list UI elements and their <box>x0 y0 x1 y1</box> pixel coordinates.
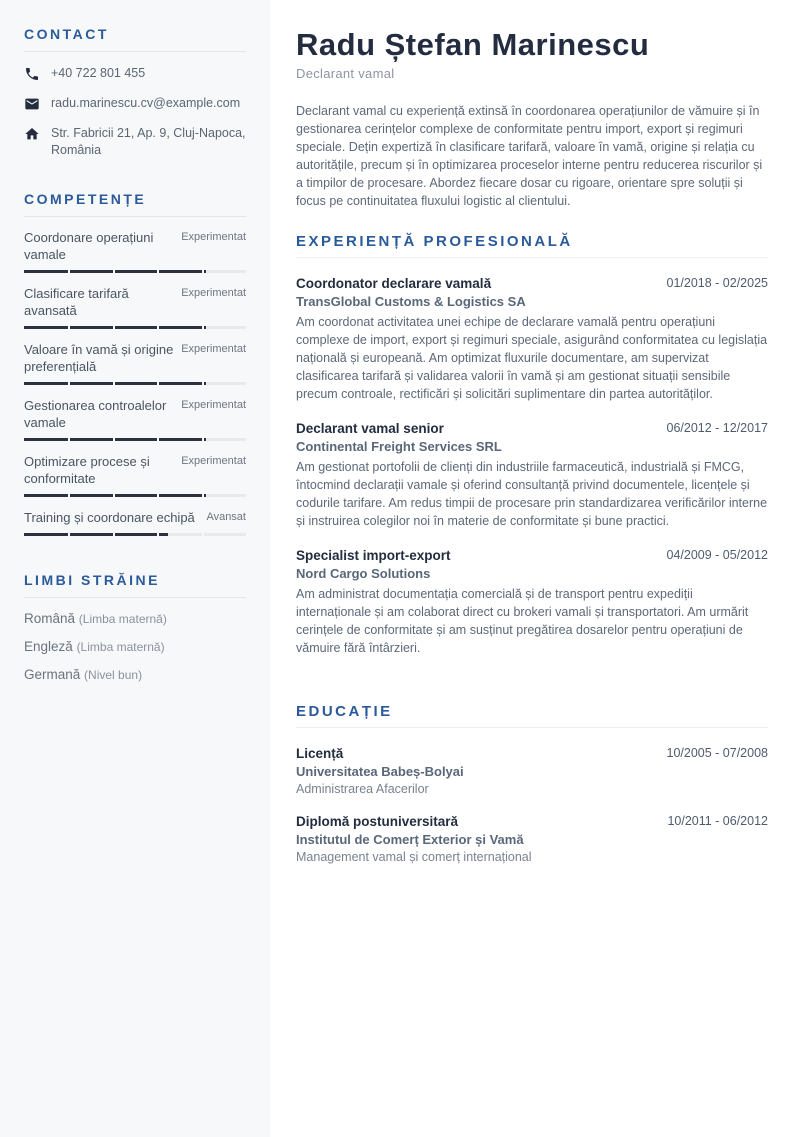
language-level: (Nivel bun) <box>84 668 143 682</box>
language-name: Română <box>24 611 76 626</box>
skill-progress-fill <box>24 438 206 441</box>
languages-list <box>24 611 246 682</box>
skill-level: Experimentat <box>181 231 246 243</box>
contact-item-email <box>24 95 246 112</box>
skill-label: Valoare în vamă și origine preferențială <box>24 342 174 374</box>
skill-level: Experimentat <box>181 455 246 467</box>
skill-progress-bar <box>24 382 246 385</box>
education-dates: 10/2005 - 07/2008 <box>666 746 768 760</box>
person-name: Radu Ștefan Marinescu <box>296 27 650 62</box>
bar-tick <box>202 382 204 385</box>
skills-section <box>24 191 246 536</box>
bar-tick <box>68 494 70 497</box>
education-field: Management vamal și comerț internațional <box>296 850 532 864</box>
mail-icon <box>24 96 40 112</box>
skill-level: Experimentat <box>181 399 246 411</box>
skill-item <box>24 453 246 497</box>
bar-tick <box>113 533 115 536</box>
bar-tick <box>202 494 204 497</box>
person-title: Declarant vamal <box>296 66 395 81</box>
skill-item <box>24 341 246 385</box>
skill-progress-bar <box>24 494 246 497</box>
divider <box>24 51 246 52</box>
bar-tick <box>202 438 204 441</box>
language-name: Engleză <box>24 639 73 654</box>
languages-heading: LIMBI STRĂINE <box>24 572 160 588</box>
skill-progress-fill <box>24 382 206 385</box>
skill-level: Experimentat <box>181 287 246 299</box>
skills-list <box>24 229 246 536</box>
education-heading: EDUCAȚIE <box>296 703 393 720</box>
phone-icon <box>24 66 40 82</box>
contact-phone-text: +40 722 801 455 <box>51 66 146 80</box>
bar-tick <box>68 270 70 273</box>
bar-tick <box>202 270 204 273</box>
language-level: (Limba maternă) <box>76 640 165 654</box>
bar-tick <box>157 438 159 441</box>
education-school: Institutul de Comerț Exterior și Vamă <box>296 832 524 847</box>
divider <box>296 727 768 728</box>
language-level: (Limba maternă) <box>78 612 167 626</box>
language-item <box>24 639 246 654</box>
education-degree: Diplomă postuniversitară <box>296 814 459 829</box>
contact-email-text: radu.marinescu.cv@example.com <box>51 96 241 110</box>
skill-label: Training și coordonare echipă <box>24 510 195 525</box>
skill-progress-fill <box>24 533 168 536</box>
education-entry <box>296 814 768 864</box>
education-degree: Licență <box>296 746 344 761</box>
bar-tick <box>157 494 159 497</box>
skill-progress-bar <box>24 270 246 273</box>
bar-tick <box>68 438 70 441</box>
job-dates: 01/2018 - 02/2025 <box>666 276 768 290</box>
job-company: Continental Freight Services SRL <box>296 439 502 454</box>
job-company: TransGlobal Customs & Logistics SA <box>296 294 526 309</box>
skill-item <box>24 229 246 273</box>
job-company: Nord Cargo Solutions <box>296 566 431 581</box>
contact-heading: CONTACT <box>24 26 109 42</box>
skill-level: Experimentat <box>181 343 246 355</box>
job-entry <box>296 421 768 530</box>
bar-tick <box>113 382 115 385</box>
skill-progress-fill <box>24 494 206 497</box>
bar-tick <box>157 533 159 536</box>
job-title: Specialist import-export <box>296 548 451 563</box>
sidebar <box>0 0 270 1137</box>
skill-label: Coordonare operațiuni vamale <box>24 230 154 262</box>
bar-tick <box>113 438 115 441</box>
skill-label: Clasificare tarifară avansată <box>24 286 129 318</box>
education-school: Universitatea Babeș-Bolyai <box>296 764 464 779</box>
jobs-list <box>296 276 768 657</box>
skill-item <box>24 397 246 441</box>
skills-heading: COMPETENȚE <box>24 191 147 207</box>
job-dates: 04/2009 - 05/2012 <box>666 548 768 562</box>
language-item <box>24 611 246 626</box>
education-entry <box>296 746 768 796</box>
skill-label: Optimizare procese și conformitate <box>24 454 150 486</box>
job-title: Declarant vamal senior <box>296 421 444 436</box>
bar-tick <box>113 494 115 497</box>
home-icon <box>24 126 40 142</box>
skill-progress-fill <box>24 270 206 273</box>
bar-tick <box>202 533 204 536</box>
contact-list <box>24 65 246 159</box>
bar-tick <box>68 533 70 536</box>
summary-paragraph: Declarant vamal cu experiență extinsă în coordonarea operațiunilor de vămuire și în gestionarea cerințelor complexe de conformitate pentru import, export și regimuri speciale. Dețin expertiză în clasificare tarifară, valoare în vamă, origine și relația cu autoritățile, precum și în optimizarea proceselor interne pentru reducerea riscurilor și a timpilor de procesare. Abordez fiecare dosar cu rigoare, orientare spre soluții și focus pe continuitatea fluxului logistic al clientului. <box>296 104 763 208</box>
skill-progress-bar <box>24 533 246 536</box>
skill-progress-bar <box>24 438 246 441</box>
skill-label: Gestionarea controalelor vamale <box>24 398 167 430</box>
education-list <box>296 746 768 864</box>
experience-section <box>296 233 768 657</box>
contact-item-address <box>24 125 246 159</box>
bar-tick <box>113 270 115 273</box>
bar-tick <box>202 326 204 329</box>
language-item <box>24 667 246 682</box>
skill-level: Avansat <box>206 511 246 523</box>
job-entry <box>296 276 768 403</box>
bar-tick <box>157 382 159 385</box>
bar-tick <box>68 382 70 385</box>
divider <box>24 597 246 598</box>
language-name: Germană <box>24 667 81 682</box>
main-content <box>296 27 768 864</box>
skill-item <box>24 509 246 536</box>
job-description: Am administrat documentația comercială și de transport pentru expediții internaționale și am colaborat direct cu brokeri vamali și transportatori. Am urmărit cerințele de conformitate și am susținut pregătirea dosarelor pentru operațiuni de vămuire fără întârzieri. <box>296 587 749 655</box>
job-title: Coordonator declarare vamală <box>296 276 492 291</box>
contact-item-phone <box>24 65 246 82</box>
job-description: Am coordonat activitatea unei echipe de declarare vamală pentru operațiuni complexe de import, export și regimuri speciale, asigurând conformitatea cu legislația națională și europeană. Am optimizat fluxurile documentare, am supervizat clasificarea tarifară și validarea valorii în vamă și am gestionat situații sensibile precum controale, rectificări și solicitări suplimentare din partea autorităților. <box>296 315 768 401</box>
languages-section <box>24 572 246 682</box>
bar-tick <box>157 326 159 329</box>
education-field: Administrarea Afacerilor <box>296 782 429 796</box>
divider <box>296 257 768 258</box>
job-entry <box>296 548 768 657</box>
bar-tick <box>68 326 70 329</box>
skill-item <box>24 285 246 329</box>
bar-tick <box>157 270 159 273</box>
skill-progress-bar <box>24 326 246 329</box>
contact-address-text: Str. Fabricii 21, Ap. 9, Cluj-Napoca, România <box>51 126 246 157</box>
job-description: Am gestionat portofolii de clienți din industriile farmaceutică, industrială și FMCG, întocmind declarații vamale și oferind consultanță privind documentele, licențele și codurile tarifare. Am redus timpii de procesare prin standardizarea verificărilor interne și instruirea colegilor noi în materie de conformitate și bune practici. <box>296 460 768 528</box>
divider <box>24 216 246 217</box>
bar-tick <box>113 326 115 329</box>
education-section <box>296 703 768 864</box>
job-dates: 06/2012 - 12/2017 <box>666 421 768 435</box>
skill-progress-fill <box>24 326 206 329</box>
contact-section <box>24 26 246 159</box>
education-dates: 10/2011 - 06/2012 <box>667 814 768 828</box>
experience-heading: EXPERIENȚĂ PROFESIONALĂ <box>296 233 573 250</box>
